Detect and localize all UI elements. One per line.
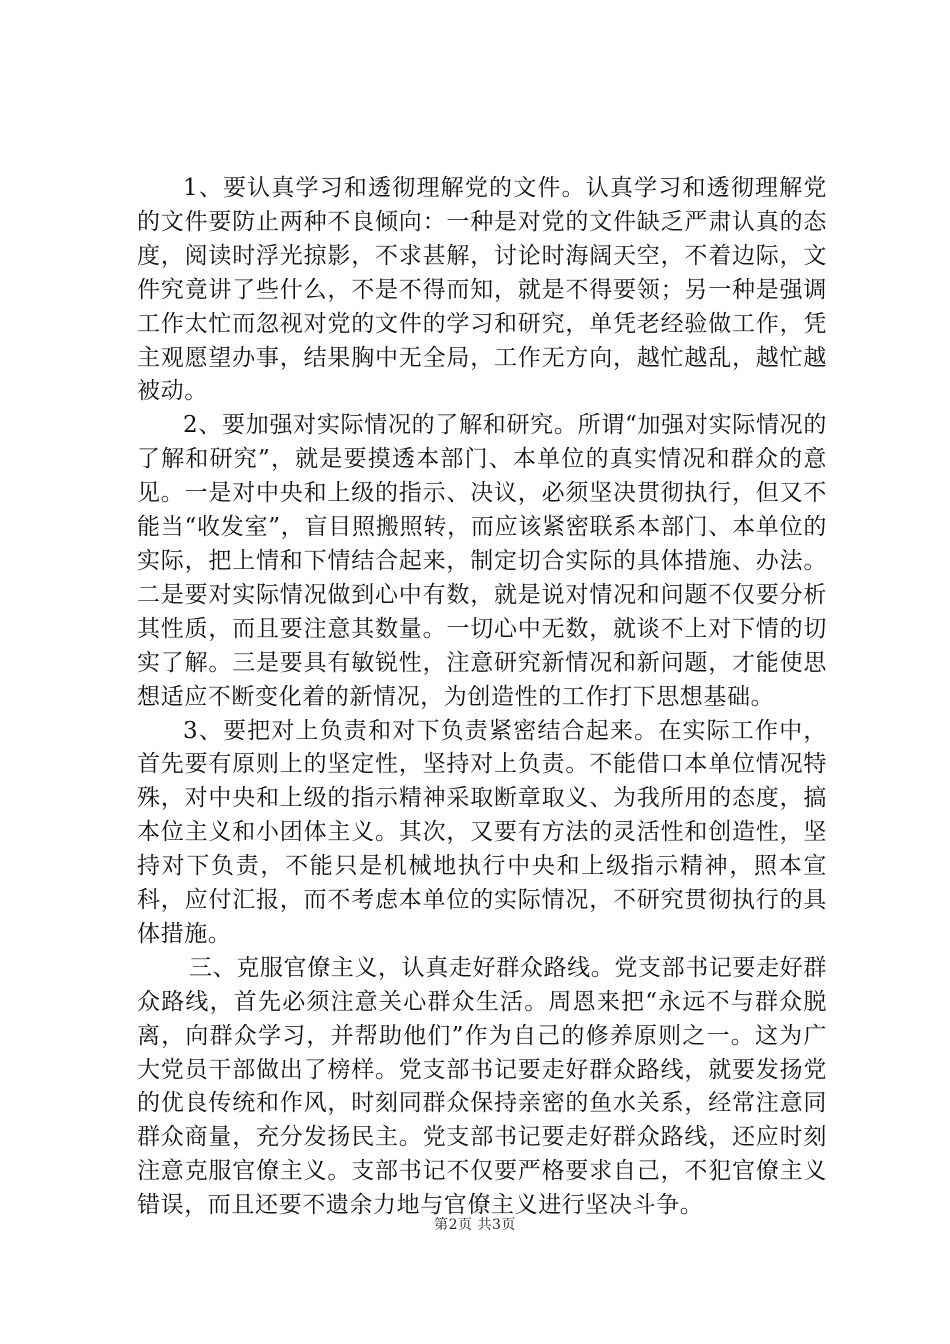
paragraph-study-documents: 1、要认真学习和透彻理解党的文件。认真学习和透彻理解党的文件要防止两种不良倾向：一种是对党的文件缺乏严肃认真的态度，阅读时浮光掠影，不求甚解，讨论时海阔天空，不着边际，文件究竟讲了些什么，不是不得而知，就是不得要领；另一种是强调工作太忙而忽视对党的文件的学习和研究，单凭老经验做工作，凭主观愿望办事，结果胸中无全局，工作无方向，越忙越乱，越忙越被动。 <box>137 175 827 405</box>
document-body <box>137 172 827 1223</box>
paragraph-understand-situation: 2、要加强对实际情况的了解和研究。所谓“加强对实际情况的了解和研究”，就是要摸透本部门、本单位的真实情况和群众的意见。一是对中央和上级的指示、决议，必须坚决贯彻执行，但又不能当“收发室”，盲目照搬照转，而应该紧密联系本部门、本单位的实际，把上情和下情结合起来，制定切合实际的具体措施、办法。二是要对实际情况做到心中有数，就是说对情况和问题不仅要分析其性质，而且要注意其数量。一切心中无数，就谈不上对下情的切实了解。三是要具有敏锐性，注意研究新情况和新问题，才能使思想适应不断变化着的新情况，为创造性的工作打下思想基础。 <box>137 412 827 710</box>
paragraph-responsibility: 3、要把对上负责和对下负责紧密结合起来。在实际工作中，首先要有原则上的坚定性，坚持对上负责。不能借口本单位情况特殊，对中央和上级的指示精神采取断章取义、为我所用的态度，搞本位主义和小团体主义。其次，又要有方法的灵活性和创造性，坚持对下负责，不能只是机械地执行中央和上级指示精神，照本宣科，应付汇报，而不考虑本单位的实际情况，不研究贯彻执行的具体措施。 <box>137 717 827 947</box>
page-footer: 第2页 共3页 <box>434 1217 516 1233</box>
paragraph-mass-line: 三、克服官僚主义，认真走好群众路线。党支部书记要走好群众路线，首先必须注意关心群众生活。周恩来把“永远不与群众脱离，向群众学习，并帮助他们”作为自己的修养原则之一。这为广大党员干部做出了榜样。党支部书记要走好群众路线，就要发扬党的优良传统和作风，时刻同群众保持亲密的鱼水关系，经常注意同群众商量，充分发扬民主。党支部书记要走好群众路线，还应时刻注意克服官僚主义。支部书记不仅要严格要求自己，不犯官僚主义错误，而且还要不遗余力地与官僚主义进行坚决斗争。 <box>137 954 827 1219</box>
